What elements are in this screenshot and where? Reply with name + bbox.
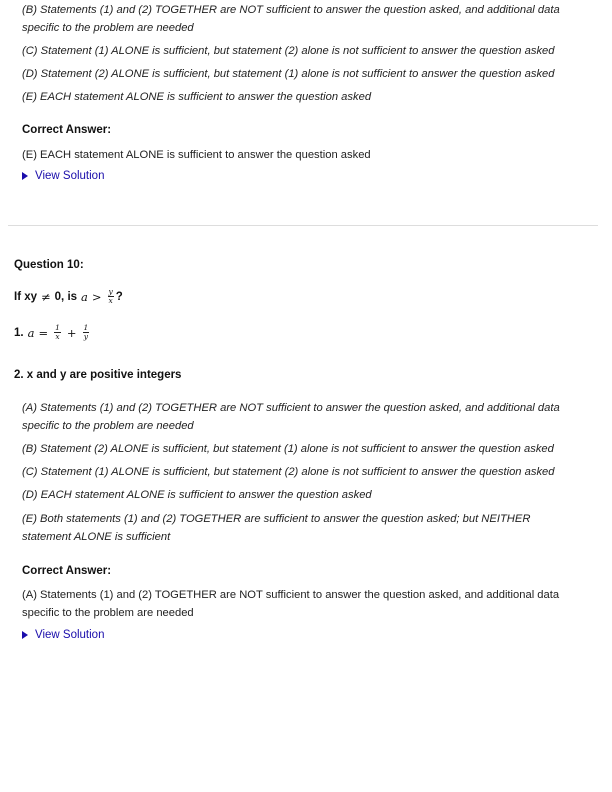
view-solution-toggle[interactable] — [22, 629, 104, 641]
question-title: Question 10: — [14, 259, 84, 271]
prev-view-solution-label: View Solution — [35, 170, 105, 182]
correct-answer: (A) Statements (1) and (2) TOGETHER are NOT sufficient to answer the question asked, and additional data specific to the problem are needed — [22, 589, 560, 619]
option-e: (E) Both statements (1) and (2) TOGETHER are sufficient to answer the question asked; but NEITHER statement ALONE is sufficient — [22, 513, 531, 543]
statement-1-eq: = — [38, 325, 49, 340]
stem-prefix: If xy — [14, 290, 38, 303]
option-b: (B) Statement (2) ALONE is sufficient, but statement (1) alone is not sufficient to answer the question asked — [22, 443, 554, 455]
statement-1-fraction-1 — [54, 324, 61, 341]
statement-1-plus: + — [66, 325, 77, 340]
stem-mid: 0, is — [54, 290, 78, 303]
prev-option-b: (B) Statements (1) and (2) TOGETHER are NOT sufficient to answer the question asked, and additional data specific to the problem are needed — [22, 4, 560, 34]
statement-1 — [14, 324, 91, 341]
statement-1-var-a: a — [27, 325, 35, 340]
prev-correct-answer-label: Correct Answer: — [22, 124, 112, 136]
view-solution-label: View Solution — [35, 629, 105, 641]
question-divider — [8, 225, 598, 226]
stem-gt: > — [91, 289, 102, 304]
option-a: (A) Statements (1) and (2) TOGETHER are NOT sufficient to answer the question asked, and additional data specific to the problem are needed — [22, 402, 560, 432]
correct-answer-label: Correct Answer: — [22, 565, 112, 577]
stem-var-a: a — [81, 289, 88, 304]
option-d: (D) EACH statement ALONE is sufficient to answer the question asked — [22, 489, 372, 501]
question-stem — [14, 288, 123, 305]
disclosure-triangle-icon — [22, 172, 28, 180]
disclosure-triangle-icon — [22, 631, 28, 639]
prev-option-d: (D) Statement (2) ALONE is sufficient, but statement (1) alone is not sufficient to answer the question asked — [22, 68, 555, 80]
stem-fraction — [108, 288, 114, 305]
statement-1-fraction-1-numerator: 1 — [55, 323, 60, 332]
statement-1-fraction-1-denominator: x — [55, 332, 60, 341]
statement-1-fraction-2 — [83, 324, 90, 341]
prev-option-e: (E) EACH statement ALONE is sufficient to answer the question asked — [22, 91, 372, 103]
option-c: (C) Statement (1) ALONE is sufficient, but statement (2) alone is not sufficient to answer the question asked — [22, 466, 555, 478]
statement-1-fraction-2-numerator: 1 — [83, 323, 89, 332]
stem-fraction-numerator: y — [108, 287, 113, 296]
stem-neq: ≠ — [41, 289, 51, 304]
statement-1-fraction-2-denominator: y — [83, 332, 89, 341]
prev-view-solution-toggle[interactable] — [22, 170, 104, 182]
prev-option-c: (C) Statement (1) ALONE is sufficient, but statement (2) alone is not sufficient to answer the question asked — [22, 45, 555, 57]
prev-correct-answer: (E) EACH statement ALONE is sufficient to answer the question asked — [22, 149, 371, 161]
statement-1-number: 1. — [14, 326, 24, 339]
statement-2: 2. x and y are positive integers — [14, 369, 182, 381]
stem-suffix: ? — [115, 290, 123, 303]
stem-fraction-denominator: x — [108, 296, 113, 305]
